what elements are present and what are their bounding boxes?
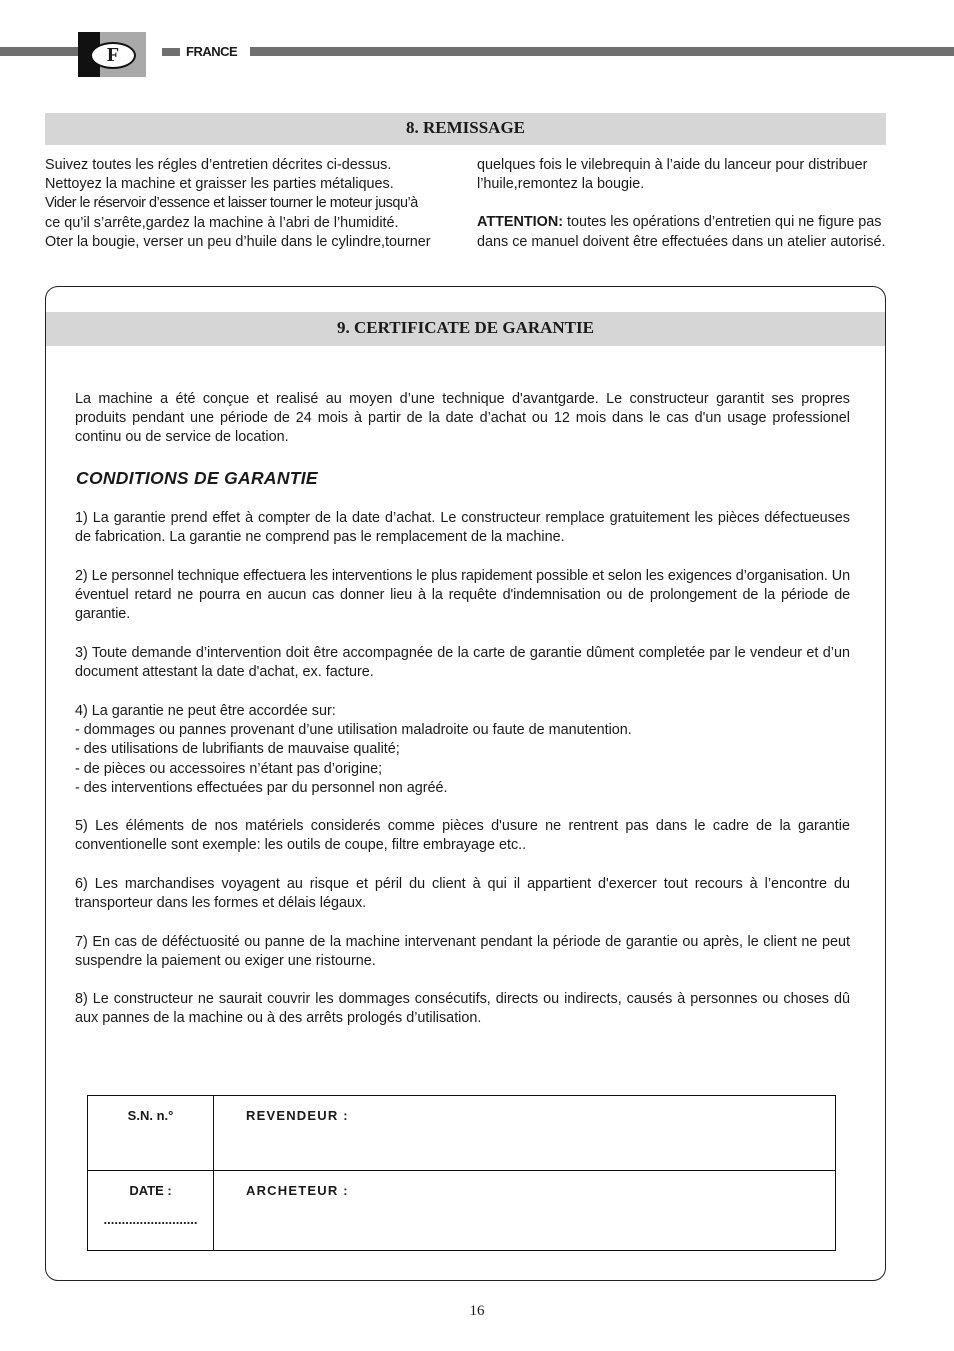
serial-number-label: S.N. n.° [127,1108,174,1123]
condition-item-4-line: - de pièces ou accessoires n’étant pas d’origine; [75,760,383,777]
condition-item-5: 5) Les éléments de nos matériels considerés comme pièces d'usure ne rentrent pas dans le cadre de la garantie conventionelle sont exemple: les outils de coupe, filtre embrayage etc.. [75,818,850,854]
condition-item-2 [75,567,850,625]
condition-item-4-line: - dommages ou pannes provenant d’une utilisation maladroite ou faute de manutention. [75,722,632,739]
archeteur-cell[interactable] [214,1171,836,1251]
date-dots: .......................... [103,1212,198,1227]
remissage-left-line: Nettoyez la machine et graisser les parties métaliques. [45,176,394,193]
condition-item-4 [75,702,850,798]
remissage-left-line: Vider le réservoir d’essence et laisser tourner le moteur jusqu’à [45,195,418,212]
revendeur-label: REVENDEUR : [246,1108,349,1123]
header-country-badge: F [90,42,136,69]
attention-text: toutes les opérations d’entretien qui ne figure pas dans ce manuel doivent être effectuées dans un atelier autorisé. [477,214,886,250]
date-cell[interactable] [88,1171,214,1251]
archeteur-label: ARCHETEUR : [246,1183,349,1198]
page-number: 16 [469,1303,485,1319]
header-country-label: FRANCE [186,44,238,59]
condition-item-2-text: 2) Le personnel technique effectuera les interventions le plus rapidement possible et selon les exigences d’organisation. Un éventuel retard ne pourra en aucun cas donner lieu à la requête d'indemnisation ou de prolongement de la période de garantie. [75,568,850,623]
garantie-title: 9. CERTIFICATE DE GARANTIE [46,312,885,346]
condition-item-8: 8) Le constructeur ne saurait couvrir les dommages consécutifs, directs ou indirects, causés à personnes ou choses dû aux pannes de la machine ou à des arrêts prologés d’utilisation. [75,991,850,1027]
condition-item-3: 3) Toute demande d’intervention doit être accompagnée de la carte de garantie dûment completée par le vendeur et d’un document attestant la date d'achat, ex. facture. [75,645,850,681]
attention-paragraph [477,213,887,251]
header-bar-right [250,47,954,56]
remissage-right-column [477,156,887,252]
serial-number-cell[interactable] [88,1096,214,1171]
garantie-intro: La machine a été conçue et realisé au moyen d’une technique d'avantgarde. Le constructeur garantit ses propres produits pendant une période de 24 mois à partir de la date d’achat ou 12 mois dans le cas d'un usage professionel continu ou de service de location. [75,391,850,446]
remissage-left-line: ce qu’il s’arrête,gardez la machine à l’abri de l’humidité. [45,214,399,231]
condition-item-4-line: 4) La garantie ne peut être accordée sur: [75,703,336,719]
conditions-title: CONDITIONS DE GARANTIE [76,468,318,488]
remissage-right-line: quelques fois le vilebrequin à l’aide du lanceur pour distribuer [477,157,868,173]
revendeur-cell[interactable] [214,1096,836,1171]
remissage-left-line: Suivez toutes les régles d’entretien décrites ci-dessus. [45,157,392,173]
remissage-title: 8. REMISSAGE [45,113,886,145]
condition-item-7: 7) En cas de déféctuosité ou panne de la machine intervenant pendant la période de garantie ou après, le client ne peut suspendre la paiement ou exiger une ristourne. [75,934,850,970]
remissage-left-column [45,156,465,252]
remissage-right-line: l’huile,remontez la bougie. [477,176,645,193]
condition-item-6: 6) Les marchandises voyagent au risque et péril du client à qui il appartient d'exercer tout recours à l’encontre du transporteur dans les formes et délais légaux. [75,876,850,912]
remissage-left-line: Oter la bougie, verser un peu d’huile dans le cylindre,tourner [45,233,431,250]
condition-item-1: 1) La garantie prend effet à compter de la date d’achat. Le constructeur remplace gratuitement les pièces défectueuses de fabrication. La garantie ne comprend pas le remplacement de la machine. [75,510,850,546]
header-mini-bar [162,48,180,56]
header-bar-left [0,47,78,56]
condition-item-4-line: - des interventions effectuées par du personnel non agréé. [75,779,448,796]
warranty-form-table [87,1095,836,1251]
attention-label: ATTENTION: [477,214,564,231]
condition-item-4-line: - des utilisations de lubrifiants de mauvaise qualité; [75,741,400,758]
date-label: DATE : [129,1183,172,1198]
